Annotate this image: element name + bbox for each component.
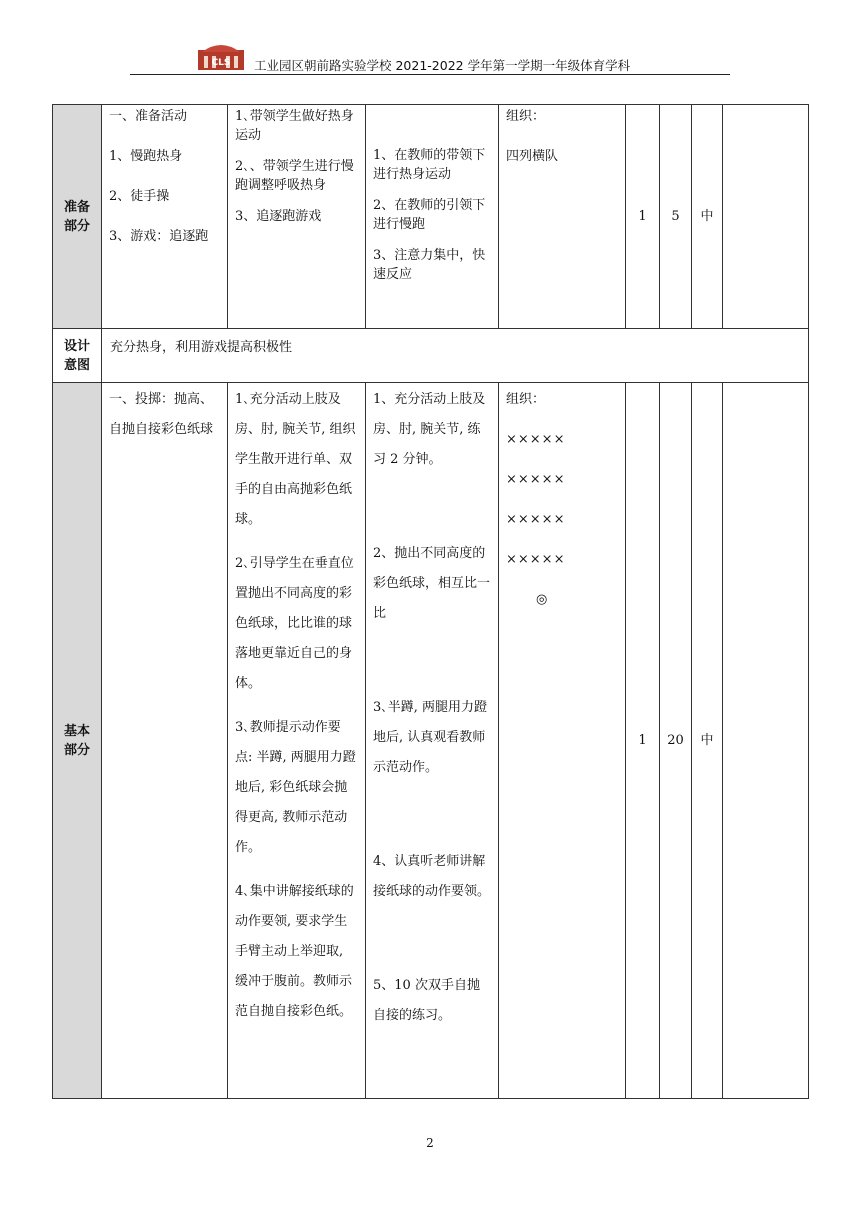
prep-intensity: 中 — [692, 105, 723, 329]
prep-student-line: 1、在教师的带领下进行热身运动 — [373, 148, 486, 182]
prep-content-line: 1、慢跑热身 — [109, 149, 183, 164]
prep-teacher-cell — [228, 105, 366, 329]
section-label-design: 设计 意图 — [53, 329, 102, 383]
formation-row: ××××× — [506, 472, 566, 487]
table-row-design — [53, 329, 809, 383]
table-row-basic — [53, 383, 809, 1099]
page-number: 2 — [426, 1136, 434, 1150]
prep-org-text: 四列横队 — [506, 149, 559, 164]
prep-minutes: 5 — [660, 105, 692, 329]
basic-times: 1 — [626, 383, 660, 1099]
prep-student-line: 3、注意力集中，快速反应 — [373, 248, 486, 282]
section-label-basic: 基本 部分 — [53, 383, 102, 1099]
header-title: 工业园区朝前路实验学校 2021-2022 学年第一学期一年级体育学科 — [254, 58, 631, 73]
basic-student-step: 5、10 次双手自抛自接的练习。 — [373, 978, 480, 1023]
basic-content-cell — [102, 383, 228, 1099]
header-divider — [130, 74, 730, 75]
prep-notes-cell — [723, 105, 809, 329]
prep-times: 1 — [626, 105, 660, 329]
basic-organization-cell — [499, 383, 626, 1099]
basic-student-step: 4、认真听老师讲解接纸球的动作要领。 — [373, 854, 491, 899]
prep-content-cell — [102, 105, 228, 329]
basic-intensity: 中 — [692, 383, 723, 1099]
basic-teacher-step: 4､集中讲解接纸球的动作要领, 要求学生手臂主动上举迎取, 缓冲于腹前。教师示范自抛自接彩色纸。 — [235, 884, 354, 1019]
svg-text:CLS: CLS — [211, 58, 231, 68]
lesson-plan-table — [52, 104, 809, 1099]
basic-org-label: 组织： — [506, 392, 546, 407]
prep-teacher-line: 2､、带领学生进行慢跑调整呼吸热身 — [235, 159, 354, 193]
formation-row: ××××× — [506, 512, 566, 527]
basic-student-step: 3､半蹲, 两腿用力蹬地后, 认真观看教师示范动作。 — [373, 700, 488, 775]
basic-student-cell — [366, 383, 499, 1099]
prep-teacher-line: 1､带领学生做好热身运动 — [235, 109, 354, 143]
basic-minutes: 20 — [660, 383, 692, 1099]
basic-student-step: 2、抛出不同高度的彩色纸球，相互比一比 — [373, 546, 491, 621]
basic-student-step: 1、充分活动上肢及房、肘, 腕关节, 练习 2 分钟。 — [373, 392, 486, 467]
prep-teacher-line: 3、追逐跑游戏 — [235, 209, 322, 224]
prep-org-label: 组织： — [506, 109, 546, 124]
basic-teacher-step: 2､引导学生在垂直位置抛出不同高度的彩色纸球，比比谁的球落地更靠近自己的身体。 — [235, 556, 354, 691]
prep-content-line: 一、准备活动 — [109, 109, 188, 124]
section-label-prep: 准备 部分 — [53, 105, 102, 329]
page-header — [130, 40, 730, 76]
prep-content-line: 2、徒手操 — [109, 189, 170, 204]
table-row-prep — [53, 105, 809, 329]
design-intent-text: 充分热身，利用游戏提高积极性 — [110, 340, 293, 355]
design-intent-cell — [102, 329, 809, 383]
formation-row: ××××× — [506, 432, 566, 447]
school-logo — [196, 40, 246, 72]
prep-organization-cell — [499, 105, 626, 329]
prep-student-line: 2、在教师的引领下进行慢跑 — [373, 198, 486, 232]
prep-content-line: 3、游戏：追逐跑 — [109, 229, 209, 244]
basic-notes-cell — [723, 383, 809, 1099]
formation-row: ××××× — [506, 552, 566, 567]
basic-content-text: 一、投掷：抛高、自抛自接彩色纸球 — [109, 392, 214, 437]
basic-teacher-cell — [228, 383, 366, 1099]
prep-student-cell — [366, 105, 499, 329]
basic-teacher-step: 3､教师提示动作要点: 半蹲, 两腿用力蹬地后, 彩色纸球会抛得更高, 教师示范动作。 — [235, 720, 356, 855]
teacher-position-mark: ◎ — [536, 592, 548, 607]
basic-teacher-step: 1､充分活动上肢及房、肘, 腕关节, 组织学生散开进行单、双手的自由高抛彩色纸球。 — [235, 392, 356, 527]
